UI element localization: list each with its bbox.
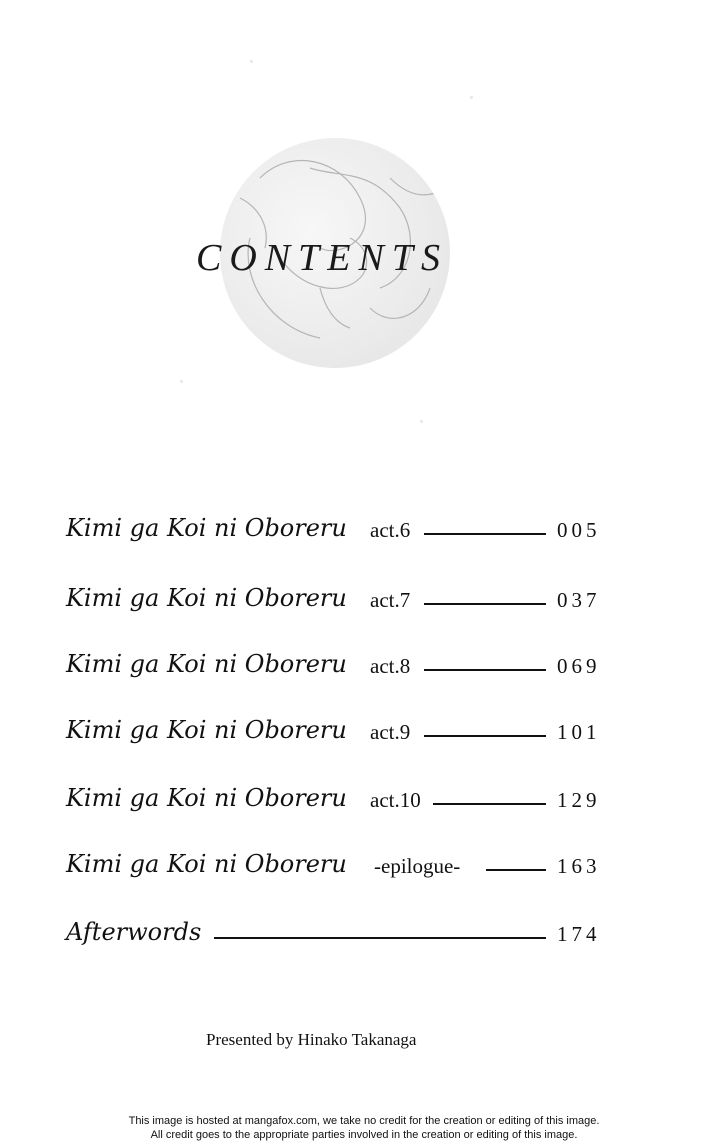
speckle [420, 420, 423, 423]
toc-chapter-label: act.6 [370, 518, 411, 542]
toc-entry [0, 716, 728, 756]
toc-chapter-label: act.7 [370, 588, 411, 612]
leader-line [424, 533, 546, 535]
hosting-disclaimer [0, 1114, 728, 1142]
disclaimer-line: This image is hosted at mangafox.com, we take no credit for the creation or editing of this image. [128, 1115, 600, 1127]
toc-series-title: Kimi ga Koi ni Oboreru [66, 584, 347, 612]
leader-line [433, 803, 546, 805]
toc-page-number: 101 [557, 720, 601, 744]
toc-chapter-label: act.10 [370, 788, 421, 812]
disclaimer-line: All credit goes to the appropriate parties involved in the creation or editing of this image. [150, 1129, 578, 1141]
leader-line [214, 937, 546, 939]
toc-entry [0, 850, 728, 890]
leader-line [424, 735, 546, 737]
toc-page-number: 163 [557, 854, 601, 878]
toc-chapter-label: act.8 [370, 654, 411, 678]
toc-page-number: 069 [557, 654, 601, 678]
toc-series-title: Kimi ga Koi ni Oboreru [66, 784, 347, 812]
speckle [470, 96, 473, 99]
toc-entry [0, 918, 728, 958]
author-credit: Presented by Hinako Takanaga [206, 1030, 417, 1049]
leader-line [424, 669, 546, 671]
toc-series-title: Kimi ga Koi ni Oboreru [66, 716, 347, 744]
toc-entry [0, 514, 728, 554]
toc-page-number: 129 [557, 788, 601, 812]
leader-line [486, 869, 546, 871]
toc-series-title: Kimi ga Koi ni Oboreru [66, 850, 347, 878]
leader-line [424, 603, 546, 605]
toc-page-number: 174 [557, 922, 601, 946]
toc-entry [0, 650, 728, 690]
toc-entry [0, 784, 728, 824]
toc-chapter-label: act.9 [370, 720, 411, 744]
toc-page-number: 005 [557, 518, 601, 542]
speckle [250, 60, 253, 63]
toc-entry [0, 584, 728, 624]
toc-chapter-label: -epilogue- [374, 854, 461, 878]
speckle [180, 380, 183, 383]
toc-page-number: 037 [557, 588, 601, 612]
toc-series-title: Kimi ga Koi ni Oboreru [66, 650, 347, 678]
page-title: CONTENTS [196, 237, 448, 279]
toc-series-title: Afterwords [66, 918, 202, 946]
toc-series-title: Kimi ga Koi ni Oboreru [66, 514, 347, 542]
